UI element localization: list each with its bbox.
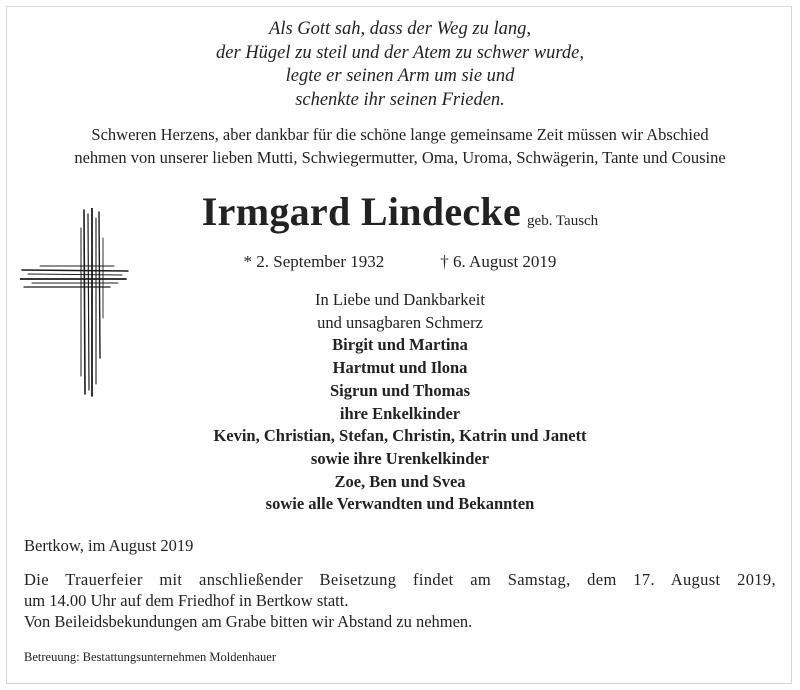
poem-line: schenkte ihr seinen Frieden.: [295, 89, 505, 110]
place-and-date: Bertkow, im August 2019: [24, 536, 194, 555]
death-date: † 6. August 2019: [440, 252, 557, 271]
birth-date: * 2. September 1932: [243, 252, 385, 271]
deceased-name: Irmgard Lindecke: [201, 189, 522, 234]
poem-line: legte er seinen Arm um sie und: [285, 66, 515, 86]
mourner-line: und unsagbaren Schmerz: [317, 312, 483, 332]
mourners-list: [0, 289, 800, 516]
mourner-line: Hartmut und Ilona: [332, 358, 468, 378]
funeral-line: um 14.00 Uhr auf dem Friedhof in Bertkow statt.: [24, 591, 349, 610]
poem-line: der Hügel zu steil und der Atem zu schwer wurde,: [216, 42, 584, 63]
undertaker-credit: Betreuung: Bestattungsunternehmen Moldenhauer: [24, 650, 277, 664]
poem: [0, 18, 800, 112]
intro-line: Schweren Herzens, aber dankbar für die schöne lange gemeinsame Zeit müssen wir Abschied: [91, 125, 709, 144]
funeral-info: [24, 569, 776, 632]
intro-line: nehmen von unserer lieben Mutti, Schwiegermutter, Oma, Uroma, Schwägerin, Tante und Cousine: [74, 148, 726, 167]
mourner-line: ihre Enkelkinder: [339, 403, 461, 423]
mourner-line: In Liebe und Dankbarkeit: [315, 290, 485, 309]
condolence-note: Von Beileidsbekundungen am Grabe bitten wir Abstand zu nehmen.: [24, 612, 473, 631]
mourner-line: Kevin, Christian, Stefan, Christin, Katrin und Janett: [213, 426, 587, 446]
mourner-line: Birgit und Martina: [332, 335, 468, 355]
funeral-line: Die Trauerfeier mit anschließender Beisetzung findet am Samstag, dem 17. August 2019,: [24, 570, 776, 589]
mourner-line: Zoe, Ben und Svea: [334, 471, 466, 491]
mourner-line: sowie ihre Urenkelkinder: [310, 448, 490, 468]
mourner-line: sowie alle Verwandten und Bekannten: [265, 494, 535, 514]
intro-text: [0, 123, 800, 169]
poem-line: Als Gott sah, dass der Weg zu lang,: [269, 19, 531, 39]
mourner-line: Sigrun und Thomas: [329, 380, 471, 400]
maiden-name: geb. Tausch: [527, 213, 599, 229]
